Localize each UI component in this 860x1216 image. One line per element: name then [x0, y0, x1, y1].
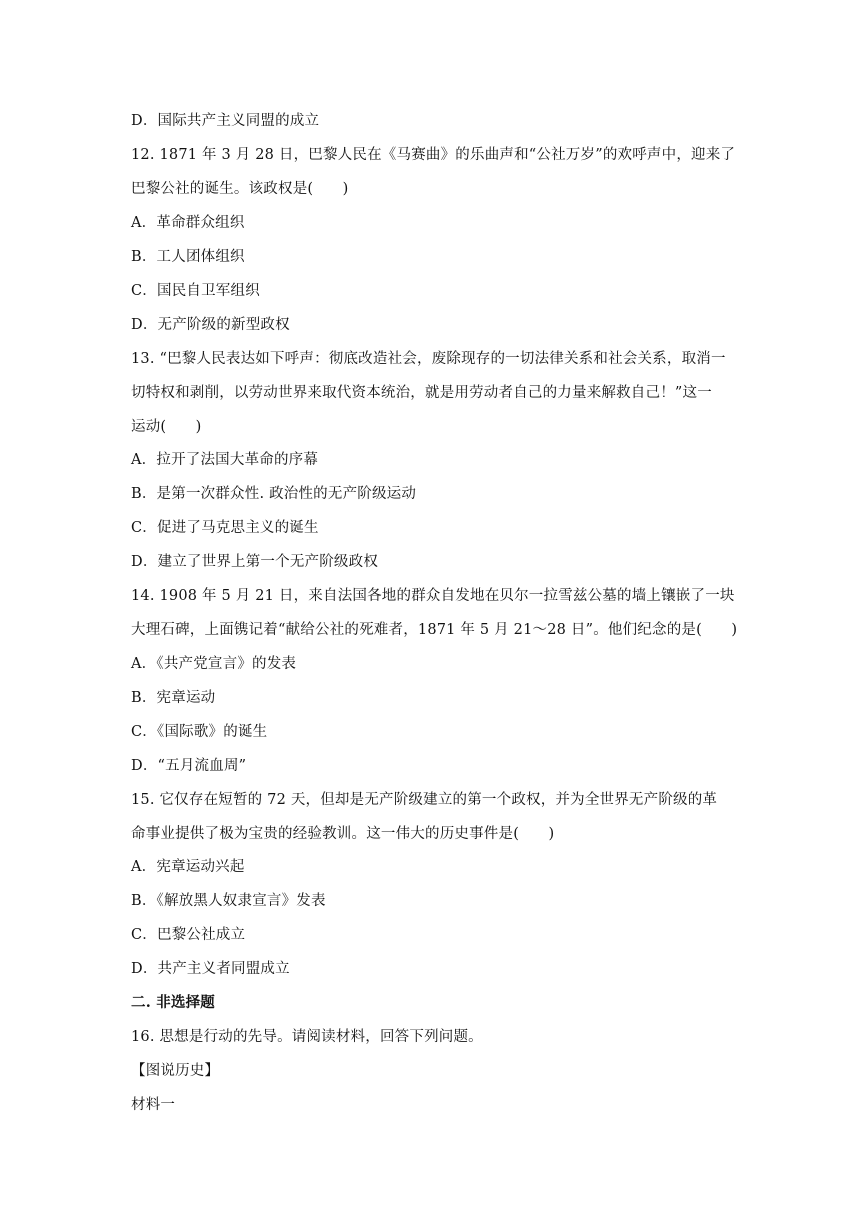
option-b-q14: B．宪章运动 [131, 690, 216, 706]
option-c-q13: C．促进了马克思主义的诞生 [131, 520, 319, 536]
section-heading-non-choice: 二. 非选择题 [131, 994, 215, 1011]
question-16-stem: 16. 思想是行动的先导。请阅读材料，回答下列问题。 [131, 1029, 483, 1045]
option-c-q12: C．国民自卫军组织 [131, 283, 260, 299]
question-12-line-2: 巴黎公社的诞生。该政权是( ) [131, 181, 349, 197]
option-c-q15: C．巴黎公社成立 [131, 927, 246, 943]
option-d-q15: D．共产主义者同盟成立 [131, 961, 290, 977]
option-a-q12: A．革命群众组织 [131, 215, 245, 231]
question-15-line-1: 15. 它仅存在短暂的 72 天，但却是无产阶级建立的第一个政权，并为全世界无产阶级的革 [131, 792, 718, 808]
question-13-line-2: 切特权和剥削，以劳动世界来取代资本统治，就是用劳动者自己的力量来解救自己！”这一 [131, 385, 712, 401]
question-12-line-1: 12. 1871 年 3 月 28 日，巴黎人民在《马赛曲》的乐曲声和“公社万岁”的欢呼声中，迎来了 [131, 147, 736, 163]
option-d-q12: D．无产阶级的新型政权 [131, 317, 290, 333]
option-a-q15: A．宪章运动兴起 [131, 859, 245, 875]
question-15-line-2: 命事业提供了极为宝贵的经验教训。这一伟大的历史事件是( ) [131, 826, 555, 842]
option-a-q13: A．拉开了法国大革命的序幕 [131, 452, 319, 468]
option-b-q15: B．《解放黑人奴隶宣言》发表 [131, 893, 326, 909]
question-13-line-1: 13. “巴黎人民表达如下呼声：彻底改造社会，废除现存的一切法律关系和社会关系，取消一 [131, 351, 726, 367]
question-14-line-2: 大理石碑，上面镌记着“献给公社的死难者，1871 年 5 月 21～28 日”。他们纪念的是( ) [131, 622, 738, 638]
option-a-q14: A．《共产党宣言》的发表 [131, 656, 297, 672]
option-d-q14: D．“五月流血周” [131, 758, 247, 774]
material-label: 材料一 [131, 1097, 176, 1113]
option-d-q11: D．国际共产主义同盟的成立 [131, 113, 320, 129]
option-d-q13: D．建立了世界上第一个无产阶级政权 [131, 554, 379, 570]
question-14-line-1: 14. 1908 年 5 月 21 日，来自法国各地的群众自发地在贝尔一拉雪兹公墓的墙上镶嵌了一块 [131, 588, 735, 604]
option-b-q12: B．工人团体组织 [131, 249, 245, 265]
question-13-line-3: 运动( ) [131, 419, 202, 435]
option-c-q14: C．《国际歌》的诞生 [131, 724, 268, 740]
subsection-heading: 【图说历史】 [131, 1063, 220, 1079]
option-b-q13: B．是第一次群众性. 政治性的无产阶级运动 [131, 486, 417, 502]
